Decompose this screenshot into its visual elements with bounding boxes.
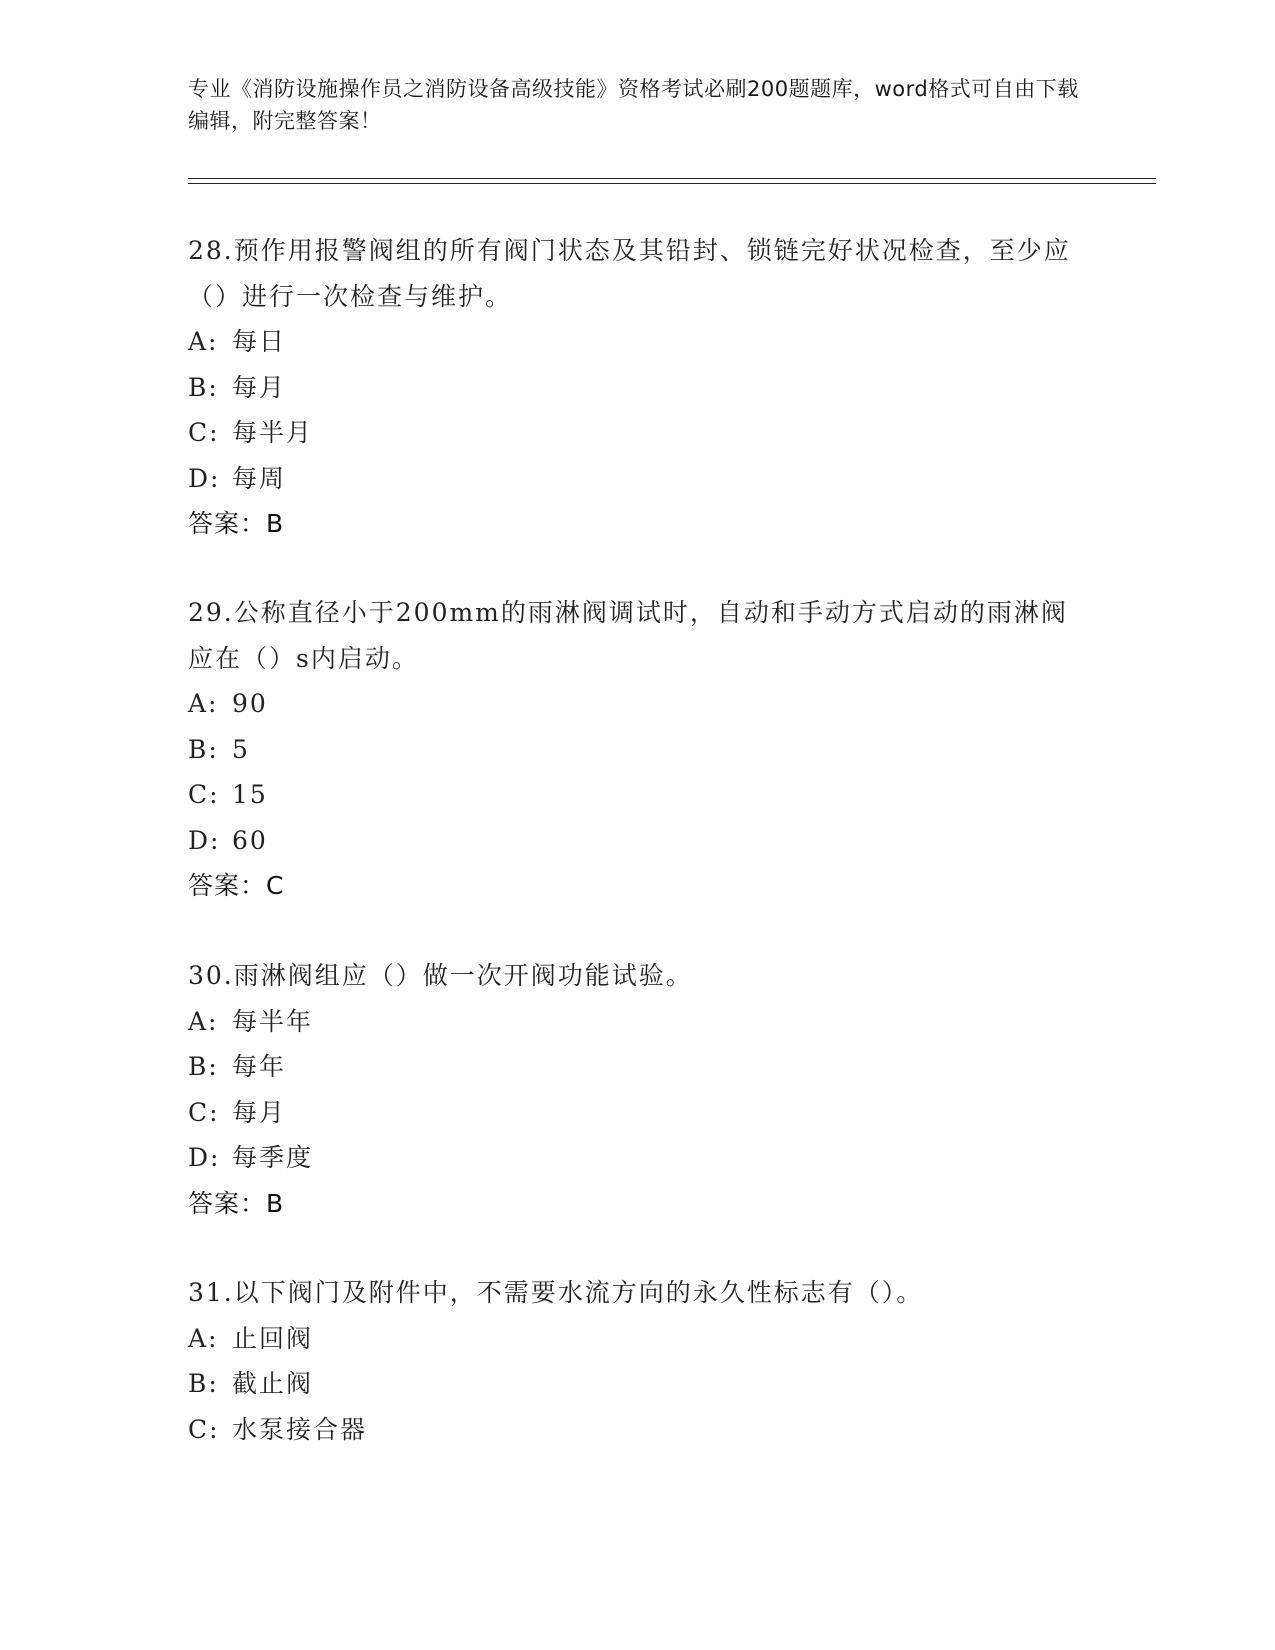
option-text: 5 (232, 734, 250, 764)
option-letter: D: (188, 463, 221, 493)
option-letter: D: (188, 825, 221, 855)
option-d (188, 818, 1088, 864)
question-31 (188, 1270, 1088, 1452)
question-30 (188, 953, 1088, 1226)
option-text: 每月 (232, 1097, 287, 1127)
option-text: 15 (232, 780, 268, 809)
question-stem: 29.公称直径小于200mm的雨淋阀调试时，自动和手动方式启动的雨淋阀应在（）s内启动。 (188, 598, 1068, 673)
option-letter: B: (188, 734, 219, 764)
option-a (188, 999, 1088, 1045)
option-letter: C: (188, 780, 220, 809)
answer-line: 答案：C (188, 871, 285, 900)
option-c (188, 772, 1088, 818)
option-text: 90 (232, 689, 268, 718)
option-text: 每月 (232, 372, 287, 402)
question-28 (188, 228, 1088, 547)
header-divider-top (188, 178, 1156, 179)
option-text: 止回阀 (232, 1323, 314, 1353)
option-text: 每季度 (232, 1143, 314, 1172)
option-c (188, 1407, 1088, 1453)
answer-line: 答案：B (188, 1188, 285, 1218)
option-text: 每半年 (232, 1006, 314, 1036)
option-b (188, 365, 1088, 411)
question-stem: 31.以下阀门及附件中，不需要水流方向的永久性标志有（）。 (188, 1278, 924, 1307)
header-divider-bottom (188, 183, 1156, 184)
question-29 (188, 590, 1088, 909)
option-letter: D: (188, 1143, 221, 1172)
option-letter: A: (188, 327, 219, 356)
option-d (188, 456, 1088, 502)
answer-line: 答案：B (188, 509, 285, 538)
question-stem: 28.预作用报警阀组的所有阀门状态及其铅封、锁链完好状况检查，至少应（）进行一次检查与维护。 (188, 236, 1071, 311)
option-text: 每日 (232, 327, 287, 356)
option-text: 水泵接合器 (232, 1414, 368, 1444)
option-d (188, 1135, 1088, 1181)
option-letter: C: (188, 1414, 220, 1444)
option-a (188, 1316, 1088, 1362)
option-b (188, 727, 1088, 773)
option-b (188, 1044, 1088, 1090)
option-c (188, 1090, 1088, 1136)
option-text: 每周 (232, 463, 287, 493)
option-letter: A: (188, 1006, 219, 1036)
option-c (188, 410, 1088, 456)
option-b (188, 1361, 1088, 1407)
option-letter: A: (188, 689, 219, 718)
option-a (188, 319, 1088, 365)
option-letter: B: (188, 1052, 219, 1081)
option-text: 每年 (232, 1052, 287, 1081)
option-text: 截止阀 (232, 1369, 314, 1398)
option-letter: C: (188, 418, 220, 447)
question-stem: 30.雨淋阀组应（）做一次开阀功能试验。 (188, 961, 693, 990)
option-letter: B: (188, 1369, 219, 1398)
option-text: 每半月 (232, 418, 314, 447)
option-letter: B: (188, 372, 219, 402)
option-text: 60 (232, 825, 268, 855)
option-letter: A: (188, 1323, 219, 1353)
option-letter: C: (188, 1097, 220, 1127)
option-a (188, 681, 1088, 727)
document-header: 专业《消防设施操作员之消防设备高级技能》资格考试必刷200题题库，word格式可自由下载编辑，附完整答案！ (188, 77, 1079, 133)
